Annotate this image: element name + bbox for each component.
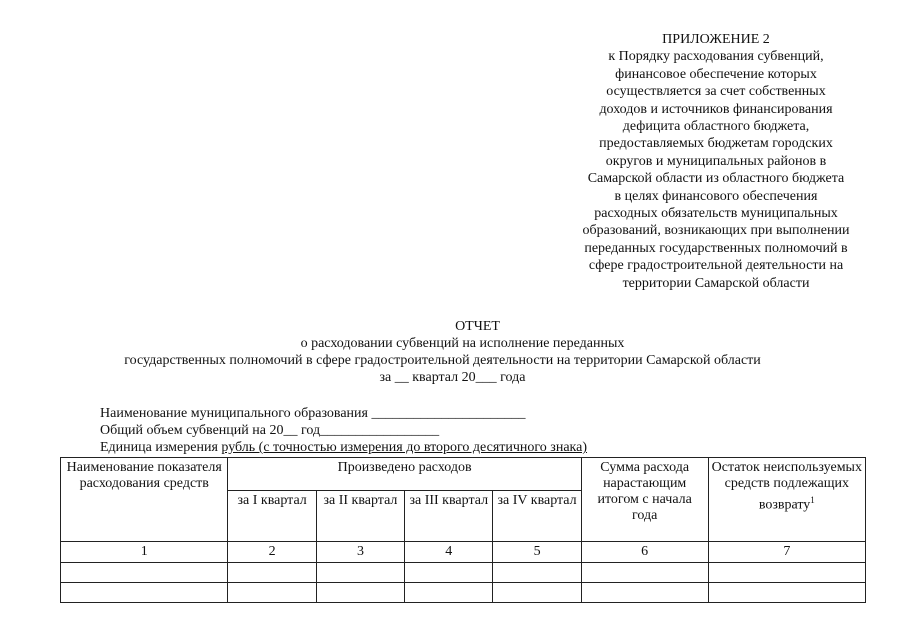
column-number: 6 (581, 542, 708, 563)
table-cell (61, 583, 228, 603)
table-cell (493, 563, 581, 583)
municipality-field: Наименование муниципального образования ______________________ (100, 406, 526, 421)
table-cell (316, 563, 404, 583)
report-subtitle: о расходовании субвенций на исполнение переданных (300, 336, 625, 351)
column-number: 4 (405, 542, 493, 563)
appendix-line: территории Самарской области (622, 275, 810, 291)
table-row (61, 542, 866, 563)
table-row (61, 583, 866, 603)
report-fields (100, 405, 587, 456)
appendix-line: в целях финансового обеспечения (614, 188, 818, 204)
appendix-line: расходных обязательств муниципальных (594, 206, 838, 222)
header-cumulative: Сумма расхода нарастающим итогом с начала года (581, 458, 708, 542)
table-cell (61, 563, 228, 583)
appendix-line: предоставляемых бюджетам городских (599, 136, 833, 152)
header-remainder: Остаток неиспользуемых средств подлежащих возврату$^1$ (708, 458, 865, 542)
unit-field (100, 439, 587, 456)
table-cell (228, 583, 316, 603)
report-table (60, 457, 866, 603)
table-cell (405, 583, 493, 603)
appendix-line: сфере градостроительной деятельности на (588, 258, 844, 274)
table-cell (708, 583, 865, 603)
header-quarter-1: за I квартал (228, 491, 316, 542)
unit-value: рубль (с точностью измерения до второго десятичного знака) (221, 440, 588, 455)
header-quarter-3: за III квартал (405, 491, 493, 542)
appendix-line: осуществляется за счет собственных (606, 84, 826, 100)
header-indicator: Наименование показателя расходования средств (61, 458, 228, 542)
appendix-heading: ПРИЛОЖЕНИЕ 2 (662, 32, 770, 47)
column-number: 1 (61, 542, 228, 563)
report-subtitle: государственных полномочий в сфере градостроительной деятельности на территории Самарской области (124, 353, 761, 368)
table-cell (405, 563, 493, 583)
appendix-line: финансовое обеспечение которых (615, 66, 817, 82)
table-cell (708, 563, 865, 583)
report-title: ОТЧЕТ (455, 319, 500, 334)
appendix-line: переданных государственных полномочий в (584, 240, 848, 256)
appendix-block (556, 31, 876, 292)
column-number: 5 (493, 542, 581, 563)
appendix-line: образований, возникающих при выполнении (582, 223, 850, 239)
report-title-block (0, 318, 905, 386)
appendix-line: к Порядку расходования субвенций, (608, 49, 824, 65)
unit-label: Единица измерения (100, 440, 222, 455)
header-quarter-2: за II квартал (316, 491, 404, 542)
table-cell (316, 583, 404, 603)
header-quarter-4: за IV квартал (493, 491, 581, 542)
column-number: 2 (228, 542, 316, 563)
column-number: 3 (316, 542, 404, 563)
column-number: 7 (708, 542, 865, 563)
appendix-line: Самарской области из областного бюджета (587, 171, 845, 187)
table-cell (581, 583, 708, 603)
table-cell (581, 563, 708, 583)
header-spent: Произведено расходов (228, 458, 581, 491)
table-cell (493, 583, 581, 603)
appendix-line: доходов и источников финансирования (599, 101, 833, 117)
table-cell (228, 563, 316, 583)
footnote-mark: 1 (810, 495, 815, 505)
table-row (61, 563, 866, 583)
report-period: за __ квартал 20___ года (379, 370, 526, 385)
appendix-line: округов и муниципальных районов в (605, 153, 827, 169)
appendix-line: дефицита областного бюджета, (622, 119, 810, 135)
total-subvention-field: Общий объем субвенций на 20__ год_________________ (100, 423, 440, 438)
